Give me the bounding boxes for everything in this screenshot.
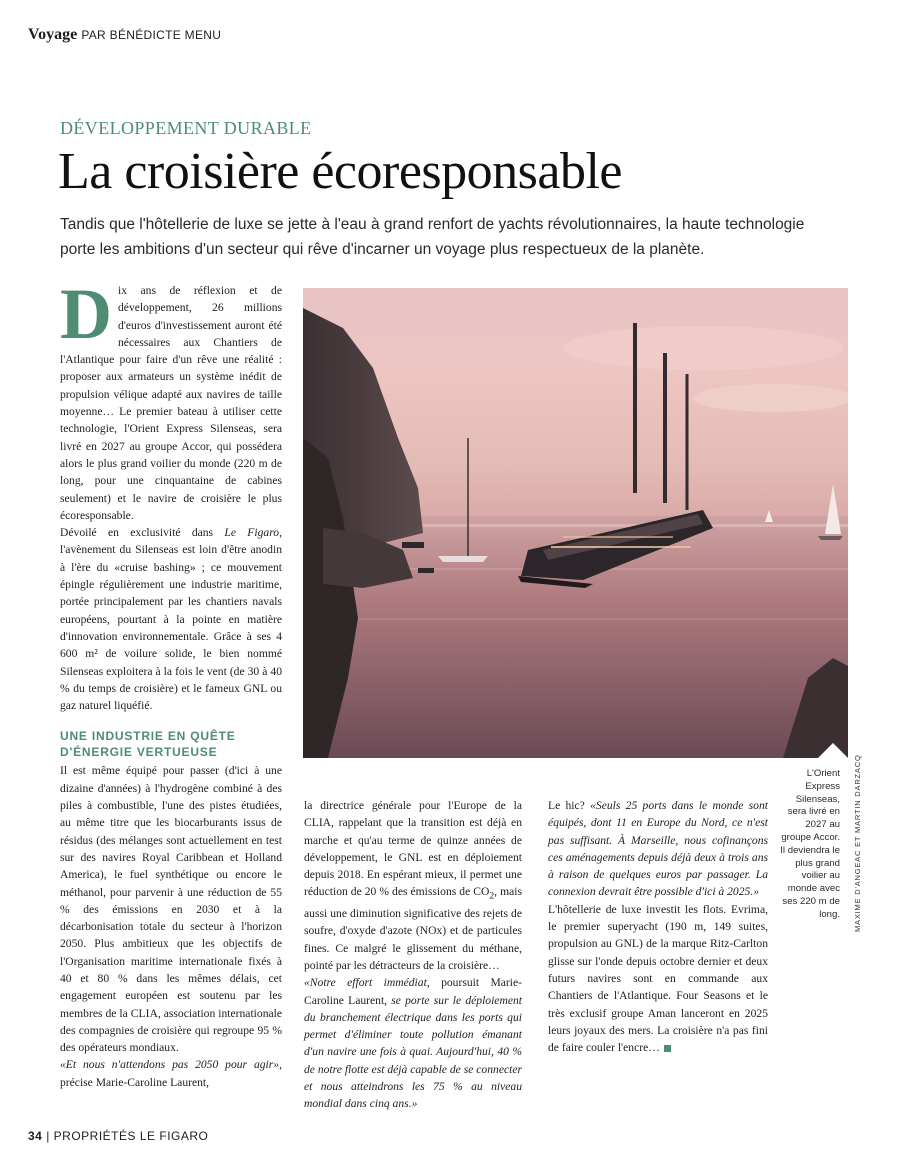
p4-text: , précise Marie-Caroline Laurent,	[60, 1058, 282, 1089]
paragraph-3: Il est même équipé pour passer (d'ici à une dizaine d'années) à l'hydrogène combiné à des piles à combustible, l'une des pistes étudiées, au même titre que les biocarburants issus de résidus (des mélanges sont actuellement en test sur des navires Royal Caribbean et Holland America), le fuel synthétique ou encore le méthanol, pour parvenir à une réduction de 55 % des émissions en 2030 et à la décarbonisation totale du secteur à l'horizon 2050. Plus ambitieux que les objectifs de l'Organisation maritime internationale fixés à 40 et 80 % dans les mêmes délais, cet engagement européen est soutenu par les membres de la CLIA, association internationale des compagnies de croisière qui regroupe 95 % des opérateurs mondiaux.	[60, 764, 282, 1055]
folio-separator: |	[46, 1129, 50, 1143]
paragraph-4	[60, 1056, 282, 1091]
p6-emphasis-2: se porte sur le déploiement du branchement électrique dans les ports qui permet d'éliminer toute pollution émanant d'un navire une fois à quai. Aujourd'hui, 40 % de notre flotte est déjà capable de se connecter et nous atteindrons les 75 % au niveau mondial dans cinq ans.»	[304, 993, 522, 1111]
article-column-2	[304, 797, 522, 1113]
article-photo	[303, 288, 848, 758]
p2-emphasis: Le Figaro	[224, 526, 280, 540]
paragraph-intro-text: ix ans de réflexion et de développement, 26 millions d'euros d'investissement auront été nécessaires aux Chantiers de l'Atlantique pour faire d'un rêve une réalité : proposer aux armateurs un système inédit de propulsion vélique adapté aux navires de taille moyenne… Le premier bateau à utiliser cette technologie, l'Orient Express Silenseas, sera livré en 2027 au groupe Accor, qui possédera alors le plus grand voilier du monde (220 m de long, pour une cinquantaine de cabines seulement) et le navire de croisière le plus écoresponsable.	[60, 284, 282, 522]
page-number: 34	[28, 1129, 43, 1143]
photo-caption: L'Orient Express Silenseas, sera livré en 2027 au groupe Accor. Il deviendra le plus grand voilier au monde avec ses 220 m de long.	[780, 768, 840, 920]
publication-name: PROPRIÉTÉS LE FIGARO	[53, 1129, 209, 1143]
article-column-1	[60, 274, 282, 1091]
article-column-3	[548, 797, 768, 1056]
section-label: Voyage	[28, 26, 78, 43]
photo-credit: MAXIME D'ANGEAC ET MARTIN DARZACQ	[853, 754, 862, 932]
running-head	[28, 26, 221, 44]
paragraph-intro	[60, 274, 282, 524]
p8-text: L'hôtellerie de luxe investit les flots. Evrima, le premier superyacht (190 m, 149 suites, propulsion au GNL) de la marque Ritz-Carlton glisse sur l'onde depuis octobre dernier et deux futurs navires sont en commande aux Chantiers de l'Atlantique. Four Seasons et le très exclusif groupe Aman lanceront en 2025 leurs joyaux des mers. La croisière n'a pas fini de faire couler l'encre…	[548, 902, 768, 1055]
article-subhead: UNE INDUSTRIE EN QUÊTE D'ÉNERGIE VERTUEUSE	[60, 729, 236, 760]
article-kicker: DÉVELOPPEMENT DURABLE	[60, 118, 312, 138]
co2-subscript: 2	[489, 890, 495, 902]
p6-text: poursuit Marie-Caroline Laurent,	[304, 976, 522, 1007]
article-standfirst: Tandis que l'hôtellerie de luxe se jette à l'eau à grand renfort de yachts révolutionnaires, la haute technologie porte les ambitions d'un secteur qui rêve d'incarner un voyage plus respectueux de la planète.	[60, 216, 805, 258]
paragraph-7	[548, 797, 768, 901]
p4-emphasis: «Et nous n'attendons pas 2050 pour agir»	[60, 1058, 280, 1072]
p5-text-b: , mais aussi une diminution significative des rejets de soufre, d'oxyde d'azote (NOx) et de particules fines. Ce malgré le glissement du méthane, pointé par les détracteurs de la croisière…	[304, 885, 522, 972]
end-mark-icon	[664, 1045, 671, 1052]
p7-emphasis: «Seuls 25 ports dans le monde sont équipés, dont 11 en Europe du Nord, ce n'est pas suffisant. À Marseille, nous cofinançons ces aménagements depuis déjà deux à trois ans à raison de quelques euros par passager. La connexion devrait être possible d'ici à 2025.»	[548, 799, 768, 899]
yacht-photo-illustration	[303, 288, 848, 758]
paragraph-8	[548, 901, 768, 1057]
page-footer	[28, 1129, 208, 1143]
p5-text-a: la directrice générale pour l'Europe de la CLIA, rappelant que la transition est déjà en marche et qu'au terme de quinze années de développement, le GNL est en déploiement depuis 2018. En espérant mieux, il permet une réduction de 20 % des émissions de CO	[304, 799, 522, 899]
paragraph-2	[60, 524, 282, 714]
p7-text: Le hic?	[548, 799, 591, 812]
p6-emphasis-1: «Notre effort immédiat,	[304, 976, 430, 990]
author-byline: PAR BÉNÉDICTE MENU	[81, 28, 222, 42]
article-title: La croisière écoresponsable	[58, 143, 622, 200]
p2-text-a: Dévoilé en exclusivité dans	[60, 526, 225, 540]
p2-text-b: , l'avènement du Silenseas est loin d'être anodin à l'ère du «cruise bashing» ; ce mouvement épingle régulièrement une industrie maritime, portée principalement par les chantiers navals européens, pourtant à la pointe en matière d'innovation environnementale. Grâce à ses 4 600 m² de voilure solide, le bien nommé Silenseas exploitera à la fois le vent (de 30 à 40 % du temps de croisière) et le fameux GNL ou gaz naturel liquéfié.	[60, 526, 282, 713]
drop-cap: D	[60, 274, 112, 354]
paragraph-6	[304, 974, 522, 1112]
paragraph-5	[304, 797, 522, 974]
